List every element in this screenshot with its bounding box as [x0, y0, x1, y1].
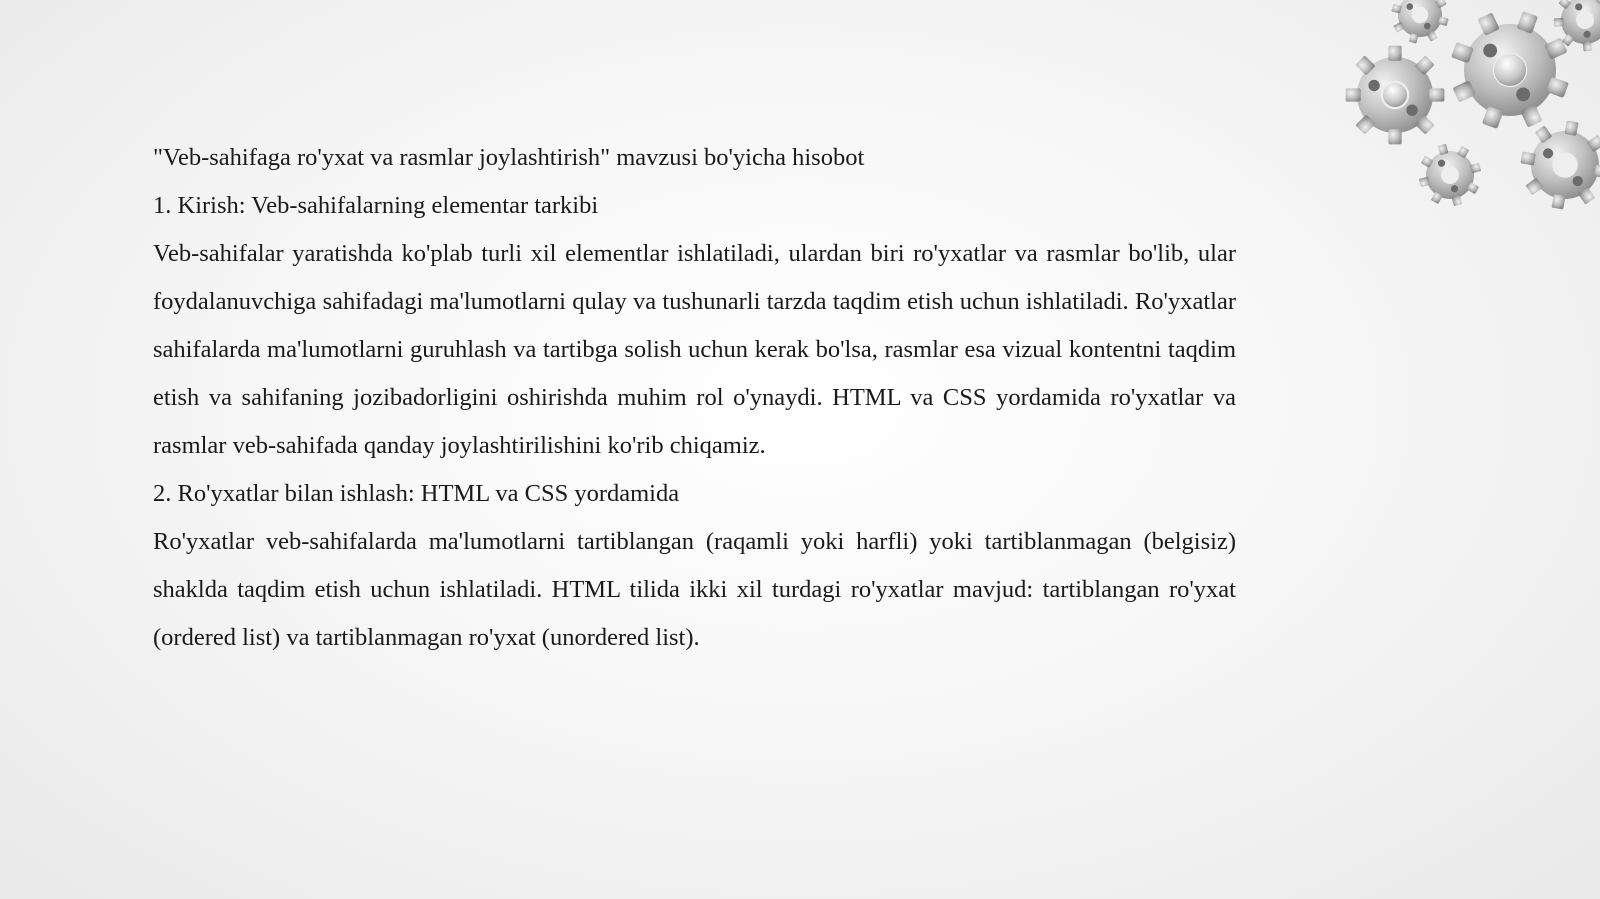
- document-title: "Veb-sahifaga ro'yxat va rasmlar joylashtirish" mavzusi bo'yicha hisobot: [153, 144, 865, 171]
- gears-icon: [1300, 0, 1600, 230]
- section-1-paragraph: Veb-sahifalar yaratishda ko'plab turli xil elementlar ishlatiladi, ulardan biri ro'yxatlar va rasmlar bo'lib, ular foydalanuvchiga sahifadagi ma'lumotlarni qulay va tushunarli tarzda taqdim etish uchun ishlatiladi. Ro'yxatlar sahifalarda ma'lumotlarni guruhlash va tartibga solish uchun kerak bo'lsa, rasmlar esa vizual kontentni taqdim etish va sahifaning jozibadorligini oshirishda muhim rol o'ynaydi. HTML va CSS yordamida ro'yxatlar va rasmlar veb-sahifada qanday joylashtirilishini ko'rib chiqamiz.: [153, 240, 1236, 459]
- section-1-heading: 1. Kirish: Veb-sahifalarning elementar tarkibi: [153, 192, 599, 219]
- document-body: [153, 134, 1236, 662]
- section-2-paragraph: Ro'yxatlar veb-sahifalarda ma'lumotlarni tartiblangan (raqamli yoki harfli) yoki tartiblanmagan (belgisiz) shaklda taqdim etish uchun ishlatiladi. HTML tilida ikki xil turdagi ro'yxatlar mavjud: tartiblangan ro'yxat (ordered list) va tartiblanmagan ro'yxat (unordered list).: [153, 528, 1236, 651]
- section-2-heading: 2. Ro'yxatlar bilan ishlash: HTML va CSS yordamida: [153, 480, 680, 507]
